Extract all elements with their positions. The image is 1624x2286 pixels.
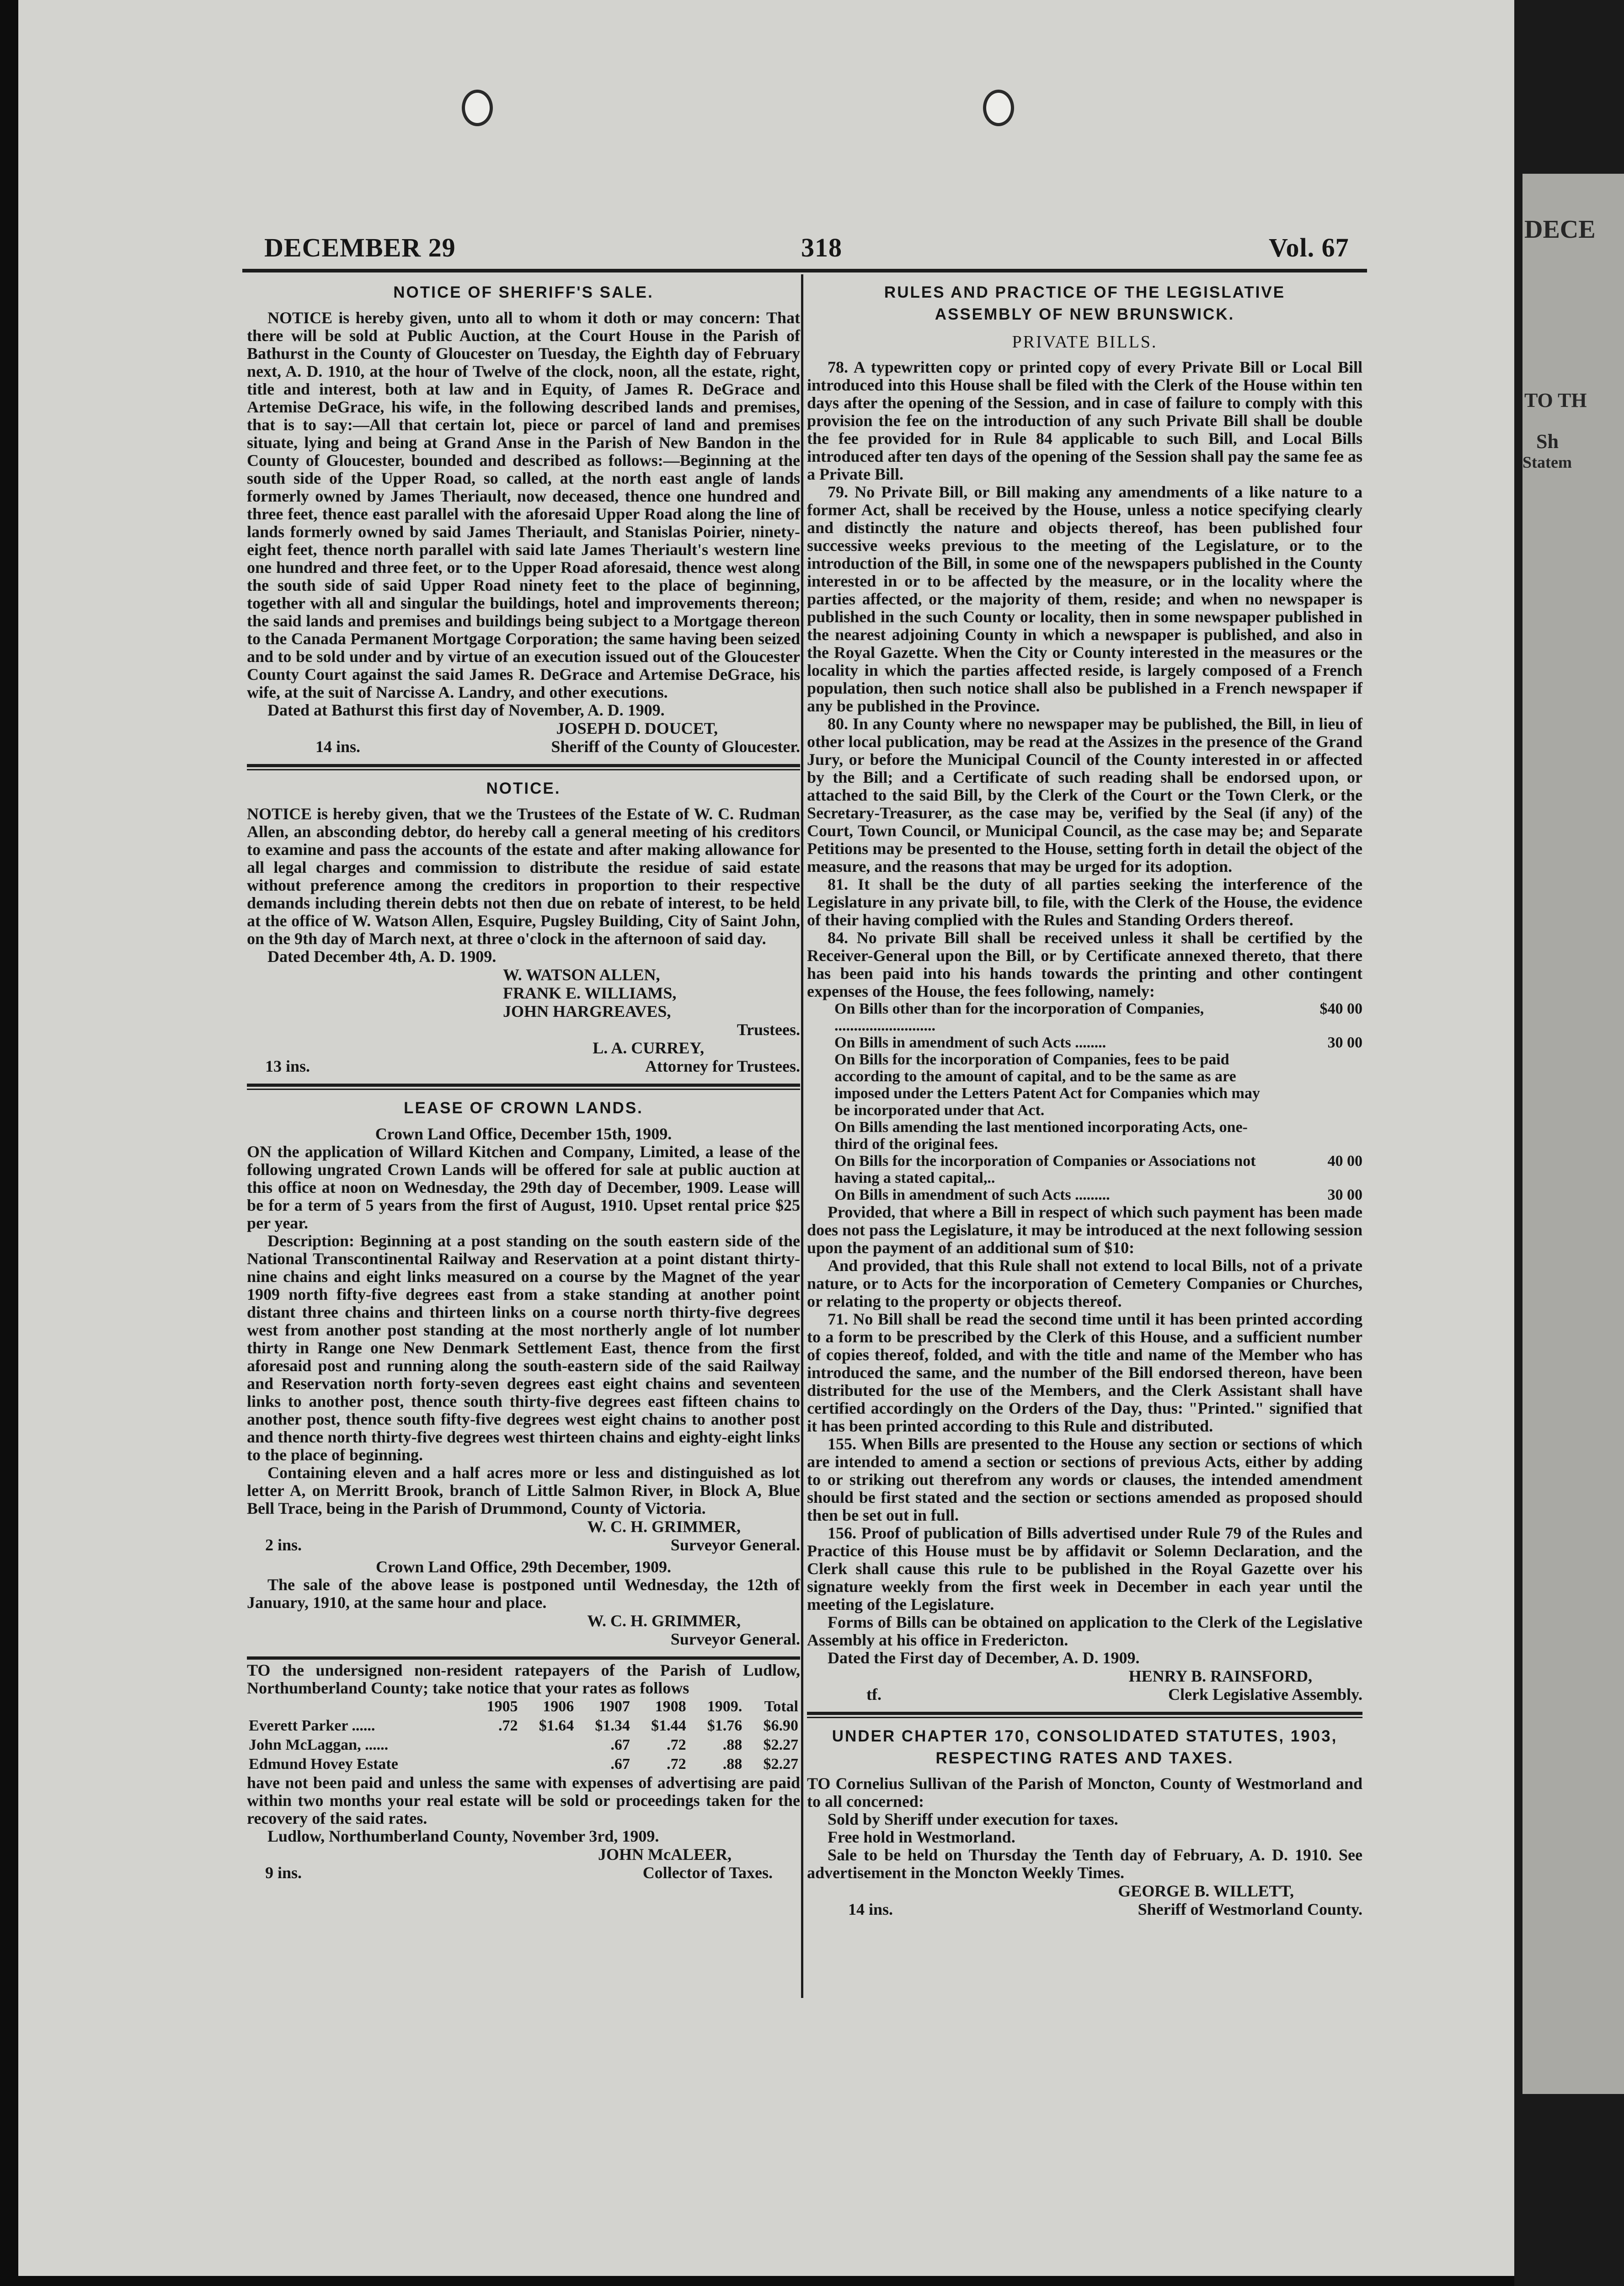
rates-cell xyxy=(469,1755,519,1774)
punch-hole-left xyxy=(462,90,493,126)
list-item xyxy=(807,1153,1362,1186)
trustees-notice-footer xyxy=(247,1057,800,1075)
fee-text: On Bills in amendment of such Acts ........ xyxy=(834,1034,1106,1051)
rates-cell: John McLaggan, ...... xyxy=(249,1736,389,1753)
header-date: DECEMBER 29 xyxy=(264,233,456,262)
crown-lands-postponed: The sale of the above lease is postponed until Wednesday, the 12th of January, 1910, at the same hour and place. xyxy=(247,1576,800,1612)
rates-cell: .88 xyxy=(722,1756,743,1773)
rule-78: 78. A typewritten copy or printed copy of every Private Bill or Local Bill introduced into this House shall be filed with the Clerk of the House within ten days after the opening of the Session, and in case of failure to comply with this provision the fee on the introduction of any such Private Bill shall be double the fee provided for in Rule 84 applicable to such Bill, and Local Bills introduced after ten days of the opening of the Session shall pay the same fee as a Private Bill. xyxy=(807,358,1362,483)
rule-79: 79. No Private Bill, or Bill making any amendments of a like nature to a former Act, shall be received by the House, unless a notice specifying clearly and distinctly the nature and objects thereof, has been published four successive weeks previous to the meeting of the Legislature, or to the introduction of the Bill, in some one of the newspapers published in the County interested in or to be affected by the measure, or in the locality where the parties affected, or the majority of them, reside; and when no newspaper is published in the such County or locality, then in some newspaper published in the nearest adjoining County in which a newspaper is published, and also in the Royal Gazette. When the City or County interested in the measures or the locality in which the parties affected reside, is largely composed of a French population, then such notice shall also be published in a French newspaper if any be published in the Province. xyxy=(807,483,1362,715)
rule-155: 155. When Bills are presented to the House any section or sections of which are intended to amend a section or sections of previous Acts, either by adding to or striking out therefrom any words or clauses, the intended amendment should be first stated and the section or sections amended as proposed should then be set out in full. xyxy=(807,1435,1362,1524)
rates-col-name xyxy=(247,1697,469,1716)
trustees-notice-body: NOTICE is hereby given, that we the Trustees of the Estate of W. C. Rudman Allen, an absconding debtor, do hereby call a general meeting of his creditors to examine and pass the accounts of the estate and after making allowance for all legal charges and commission to distribute the residue of said estate without preference among the creditors in proportion to their respective demands including therein debts not then due on rebate of interest, to be held at the office of W. Watson Allen, Esquire, Pugsley Building, City of Saint John, on the 9th day of March next, at three o'clock in the afternoon of said day. xyxy=(247,805,800,948)
rules-title-line-1: RULES AND PRACTICE OF THE LEGISLATIVE xyxy=(884,283,1286,301)
chapter-170-footer xyxy=(807,1900,1362,1918)
rules-footer xyxy=(807,1685,1362,1704)
fee-amount: $40 00 xyxy=(1320,1000,1362,1017)
ratepayers-signer: JOHN McALEER, xyxy=(598,1845,732,1864)
table-row xyxy=(247,1755,800,1774)
column-divider xyxy=(801,274,803,1998)
rules-signer-title: Clerk Legislative Assembly. xyxy=(1168,1685,1362,1704)
crown-lands-containing: Containing eleven and a half acres more or less and distinguished as lot letter A, on Merritt Brook, branch of Little Salmon River, in Block A, Blue Bell Trace, being in the Parish of Drummond, County of Victoria. xyxy=(247,1463,800,1517)
crown-lands-ins: 2 ins. xyxy=(265,1536,302,1554)
chapter-170-line-2: Sold by Sheriff under execution for taxes. xyxy=(828,1810,1118,1828)
adjacent-page xyxy=(1522,174,1624,2094)
trustees-notice-dated: Dated December 4th, A. D. 1909. xyxy=(267,947,497,966)
rules-forms: Forms of Bills can be obtained on application to the Clerk of the Legislative Assembly at his office in Fredericton. xyxy=(807,1613,1362,1649)
rates-cell xyxy=(520,1755,576,1774)
trustees-label: Trustees. xyxy=(737,1020,800,1039)
chapter-170-signer-title: Sheriff of Westmorland County. xyxy=(1138,1900,1362,1918)
header-page-number: 318 xyxy=(801,233,842,262)
adjacent-page-strip xyxy=(1514,0,1624,2286)
fee-text: On Bills in amendment of such Acts ......... xyxy=(834,1186,1110,1203)
rates-cell: .72 xyxy=(667,1736,686,1753)
header-volume: Vol. 67 xyxy=(1269,233,1349,262)
ratepayers-body: have not been paid and unless the same with expenses of advertising are paid within two months your real estate will be sold or proceedings taken for the recovery of the said rates. xyxy=(247,1773,800,1827)
rules-tf: tf. xyxy=(866,1685,881,1704)
list-item xyxy=(807,1051,1362,1119)
fees-list xyxy=(807,1000,1362,1203)
trustees-notice xyxy=(247,778,800,1075)
adjacent-page-text: DECE xyxy=(1524,215,1596,244)
fee-amount: 30 00 xyxy=(1327,1186,1362,1203)
divider xyxy=(807,1717,1362,1718)
sheriff-sale-body: NOTICE is hereby given, unto all to whom it doth or may concern: That there will be sold at Public Auction, at the Court House in the Parish of Bathurst in the County of Gloucester on Tuesday, the Eighth day of February next, A. D. 1910, at the hour of Twelve of the clock, noon, all the estate, right, title and interest, both at law and in Equity, of James R. DeGrace and Artemise DeGrace, his wife, in the following described lands and premises, that is to say:—All that certain lot, piece or parcel of land and premises situate, lying and being at Grand Anse in the Parish of New Bandon in the County of Gloucester, bounded and described as follows:—Beginning at the south side of the Upper Road, so called, at the north east angle of lands formerly owned by James Theriault, now deceased, thence one hundred and three feet, thence east parallel with the aforesaid Upper Road along the line of lands formerly owned by said James Theriault, and Stanislas Poirier, ninety-eight feet, thence north parallel with said late James Theriault's western line one hundred and three feet, or to the Upper Road aforesaid, thence west along the south side of said Upper Road ninety feet to the place of beginning, together with all and singular the buildings, hotel and improvements thereon; the said lands and premises and buildings being subject to a Mortgage thereon to the Canada Permanent Mortgage Corporation; the same having been seized and to be sold under and by virtue of an execution issued out of the Gloucester County Court against the said James R. DeGrace and Artemise DeGrace, his wife, at the suit of Narcisse A. Landry, and other executions. xyxy=(247,309,800,701)
rates-cell: $2.27 xyxy=(763,1736,798,1753)
trustees-notice-title: NOTICE. xyxy=(486,780,561,797)
rates-cell xyxy=(520,1736,576,1755)
ratepayers-notice xyxy=(247,1661,800,1882)
rates-col-1905: 1905 xyxy=(486,1698,518,1715)
divider xyxy=(807,1712,1362,1715)
trustee-1: W. WATSON ALLEN, xyxy=(503,966,660,984)
rates-cell: $1.64 xyxy=(539,1717,574,1734)
chapter-170-signer: GEORGE B. WILLETT, xyxy=(1118,1882,1294,1900)
rates-cell: .67 xyxy=(610,1736,630,1753)
rates-cell: .67 xyxy=(610,1756,630,1773)
rule-84: 84. No private Bill shall be received unless it shall be certified by the Receiver-General upon the Bill, or by Certificate annexed thereto, that there has been paid into his hands towards the printing and other contingent expenses of the House, the fees following, namely: xyxy=(807,929,1362,1000)
rates-col-1906: 1906 xyxy=(543,1698,574,1715)
legislative-rules xyxy=(807,282,1362,1704)
chapter-170-title-line-1: UNDER CHAPTER 170, CONSOLIDATED STATUTES, 1903, xyxy=(832,1727,1338,1745)
fee-text: On Bills amending the last mentioned incorporating Acts, one-third of the original fees. xyxy=(834,1119,1248,1153)
crown-lands-signer-2-title: Surveyor General. xyxy=(670,1630,800,1648)
sheriff-sale-ins: 14 ins. xyxy=(315,737,361,756)
list-item xyxy=(807,1000,1362,1034)
proviso-2: And provided, that this Rule shall not extend to local Bills, not of a private nature, or to Acts for the incorporation of Cemetery Companies or Churches, or relating to the property or objects thereof. xyxy=(807,1256,1362,1310)
crown-lands-body: ON the application of Willard Kitchen and Company, Limited, a lease of the following ungrated Crown Lands will be offered for sale at public auction at this office at noon on Wednesday, the 29th day of December, 1909. Lease will be for a term of 5 years from the first of August, 1910. Upset rental price $25 per year. xyxy=(247,1143,800,1232)
fee-text: On Bills for the incorporation of Companies or Associations not having a stated capital,.. xyxy=(834,1153,1256,1186)
chapter-170-title-line-2: RESPECTING RATES AND TAXES. xyxy=(935,1749,1234,1767)
list-item xyxy=(807,1034,1362,1051)
trustees-notice-ins: 13 ins. xyxy=(265,1057,310,1075)
table-row xyxy=(247,1716,800,1736)
crown-lands-signer: W. C. H. GRIMMER, xyxy=(587,1517,741,1536)
ratepayers-dated: Ludlow, Northumberland County, November 3rd, 1909. xyxy=(267,1827,659,1845)
list-item xyxy=(807,1186,1362,1203)
rates-cell: $1.44 xyxy=(651,1717,686,1734)
chapter-170-notice xyxy=(807,1725,1362,1918)
rates-col-1908: 1908 xyxy=(655,1698,686,1715)
crown-lands-signer-2: W. C. H. GRIMMER, xyxy=(587,1612,741,1630)
chapter-170-line-1: TO Cornelius Sullivan of the Parish of Moncton, County of Westmorland and to all concerned: xyxy=(807,1774,1362,1811)
fee-amount xyxy=(1276,1119,1362,1153)
sheriff-sale-signer-title: Sheriff of the County of Gloucester. xyxy=(551,737,800,756)
left-column xyxy=(247,274,800,1882)
fee-amount xyxy=(1276,1051,1362,1119)
rates-header-row xyxy=(247,1697,800,1716)
trustee-2: FRANK E. WILLIAMS, xyxy=(503,984,677,1002)
crown-lands-signer-title: Surveyor General. xyxy=(670,1536,800,1554)
crown-lands-notice xyxy=(247,1097,800,1648)
ratepayers-signer-title: Collector of Taxes. xyxy=(642,1864,773,1882)
table-row xyxy=(247,1736,800,1755)
crown-lands-office-line: Crown Land Office, December 15th, 1909. xyxy=(375,1125,672,1143)
sheriff-sale-notice xyxy=(247,282,800,756)
crown-lands-postponed-office: Crown Land Office, 29th December, 1909. xyxy=(376,1558,671,1576)
fee-amount: 30 00 xyxy=(1327,1034,1362,1051)
list-item xyxy=(807,1119,1362,1153)
right-column xyxy=(807,274,1362,1918)
adjacent-page-text: TO TH xyxy=(1524,389,1587,411)
proviso-1: Provided, that where a Bill in respect of which such payment has been made does not pass the Legislature, it may be introduced at the next following session upon the payment of an additional sum of $10: xyxy=(807,1203,1362,1257)
ratepayers-footer xyxy=(247,1864,800,1882)
rules-signer: HENRY B. RAINSFORD, xyxy=(1128,1667,1312,1685)
divider xyxy=(247,1656,800,1660)
rule-156: 156. Proof of publication of Bills advertised under Rule 79 of the Rules and Practice of this House must be by affidavit or Solemn Declaration, and the Clerk shall cause this rule to be published in the Royal Gazette over his signature weekly from the first week in December in each year until the meeting of the Legislature. xyxy=(807,1524,1362,1613)
fee-amount: 40 00 xyxy=(1327,1153,1362,1170)
rule-80: 80. In any County where no newspaper may be published, the Bill, in lieu of other local publication, may be read at the Assizes in the presence of the Grand Jury, or before the Municipal Council of the County interested in or affected by the Bill; and a Certificate of such reading shall be endorsed upon, or attached to the said Bill, by the Clerk of the Court or the Town Clerk, or the Secretary-Treasurer, as the case may be, verified by the Seal (if any) of the Court, Town Council, or Municipal Council, as the case may be; and Separate Petitions may be presented to the House, setting forth in detail the object of the measure, and the reasons that may be urged for its adoption. xyxy=(807,715,1362,876)
divider xyxy=(247,769,800,770)
chapter-170-line-4: Sale to be held on Thursday the Tenth day of February, A. D. 1910. See advertisement in the Moncton Weekly Times. xyxy=(807,1846,1362,1882)
attorney-name: L. A. CURREY, xyxy=(593,1039,704,1057)
rates-cell: Edmund Hovey Estate xyxy=(249,1756,398,1773)
sheriff-sale-title: NOTICE OF SHERIFF'S SALE. xyxy=(393,283,654,301)
divider xyxy=(247,1089,800,1090)
rules-title-line-2: ASSEMBLY OF NEW BRUNSWICK. xyxy=(935,305,1235,323)
crown-lands-description: Description: Beginning at a post standing on the south eastern side of the National Transcontinental Railway and Reservation at a point distant thirty-nine chains and eight links measured on a course by the Magnet of the year 1909 north fifty-five degrees east from a stake standing at another point distant three chains and thirteen links on a course north thirty-five degrees west from another post standing at the most northerly angle of lot number thirty in Range one New Denmark Settlement East, thence from the first aforesaid post and running along the south-eastern side of the said Railway and Reservation north forty-seven degrees east eight chains and seventeen links to another post, thence south thirty-five degrees east fifteen chains to another post, thence south fifty-five degrees west eight chains to another post and thence north thirty-five degrees west thirteen chains and eighty-eight links to the place of beginning. xyxy=(247,1232,800,1464)
sheriff-sale-signer: JOSEPH D. DOUCET, xyxy=(556,719,718,737)
sheriff-sale-footer xyxy=(247,737,800,756)
rates-cell: .88 xyxy=(722,1736,743,1753)
rates-cell: .72 xyxy=(667,1756,686,1773)
sheriff-sale-dated: Dated at Bathurst this first day of November, A. D. 1909. xyxy=(267,701,665,719)
rates-cell: $2.27 xyxy=(763,1756,798,1773)
rules-subtitle: PRIVATE BILLS. xyxy=(1012,332,1158,352)
divider xyxy=(247,764,800,767)
ratepayers-intro: TO the undersigned non-resident ratepayers of the Parish of Ludlow, Northumberland County; take notice that your rates as follows xyxy=(247,1661,800,1697)
fee-text: On Bills for the incorporation of Companies, fees to be paid according to the amount of capital, and to be the same as are imposed under the Letters Patent Act for Companies which may be incorporated under that Act. xyxy=(834,1051,1260,1119)
chapter-170-ins: 14 ins. xyxy=(848,1900,893,1918)
rates-table xyxy=(247,1697,800,1774)
ratepayers-ins: 9 ins. xyxy=(265,1864,302,1882)
header-rule xyxy=(242,269,1367,272)
adjacent-page-text: Sh xyxy=(1536,430,1559,453)
rates-col-total: Total xyxy=(764,1698,798,1715)
rates-cell: Everett Parker ...... xyxy=(249,1717,375,1734)
divider xyxy=(247,1084,800,1087)
crown-lands-title: LEASE OF CROWN LANDS. xyxy=(404,1099,643,1117)
trustee-3: JOHN HARGREAVES, xyxy=(503,1002,671,1020)
adjacent-page-text: Statem xyxy=(1522,453,1572,471)
rates-cell: .72 xyxy=(498,1717,518,1734)
attorney-label: Attorney for Trustees. xyxy=(645,1057,800,1075)
rates-col-1907: 1907 xyxy=(598,1698,630,1715)
rule-81: 81. It shall be the duty of all parties seeking the interference of the Legislature in any private bill, to file, with the Clerk of the House, the evidence of their having complied with the Rules and Standing Orders thereof. xyxy=(807,875,1362,929)
rule-71: 71. No Bill shall be read the second time until it has been printed according to a form to be prescribed by the Clerk of this House, and a sufficient number of copies thereof, folded, and with the title and name of the Member who has introduced the same, and the number of the Bill endorsed thereon, have been distributed for the use of the Members, and the Clerk Assistant shall have certified accordingly on the Orders of the Day, thus: "Printed." signified that it has been printed according to this Rule and distributed. xyxy=(807,1310,1362,1435)
rates-cell: $6.90 xyxy=(763,1717,798,1734)
punch-hole-right xyxy=(983,90,1014,126)
rates-cell xyxy=(469,1736,519,1755)
crown-lands-footer xyxy=(247,1536,800,1554)
rates-col-1909: 1909. xyxy=(707,1698,743,1715)
rates-cell: $1.76 xyxy=(707,1717,743,1734)
rates-cell: $1.34 xyxy=(595,1717,630,1734)
chapter-170-line-3: Free hold in Westmorland. xyxy=(828,1828,1015,1846)
rules-dated: Dated the First day of December, A. D. 1909. xyxy=(828,1649,1140,1667)
fee-text: On Bills other than for the incorporation of Companies, .......................... xyxy=(834,1000,1204,1034)
